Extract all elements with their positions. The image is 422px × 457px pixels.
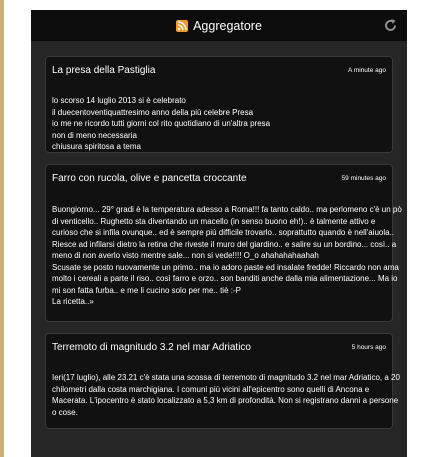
feed-item-line: meno di non averlo visto mentre sale... non si vede!!!! O_o ahahahahaahah	[52, 251, 319, 260]
feed-item-time: A minute ago	[348, 67, 386, 74]
feed-item-header	[46, 334, 392, 353]
feed-item-title[interactable]: La presa della Pastiglia	[52, 65, 156, 76]
feed-item-line: chiusura spiritosa a tema	[52, 142, 141, 151]
feed-item-line: Riesce ad infilarsi dietro la retina che riveste il muro del giardino.. e salire su un bordino... così.. a	[52, 239, 397, 249]
rss-feed-icon	[176, 20, 188, 32]
feed-item[interactable]	[45, 333, 400, 429]
aggregator-app	[31, 10, 407, 457]
app-header	[31, 10, 407, 41]
feed-item-line: di venticello.. Rughetto sta diventando un macello (in senso buono eh!).. è talmente attivo e	[52, 216, 376, 226]
feed-item[interactable]	[45, 164, 402, 322]
feed-item-body	[46, 76, 392, 161]
feed-item-line: lo scorso 14 luglio 2013 si è celebrato	[52, 96, 186, 105]
feed-item-line: io me ne ricordo tutti giorni col rito quotidiano di un'altra presa	[52, 119, 271, 128]
feed-item-line: o cose.	[52, 407, 78, 417]
feed-item-body	[46, 184, 402, 316]
feed-item-line: non di meno necessaria	[52, 130, 137, 140]
feed-item-line: curioso che si infila ovunque.. ed è sempre più difficile trovarlo.. soprattutto quando è nell'aiuola..	[52, 228, 395, 237]
app-title: Aggregatore	[193, 18, 262, 33]
feed-item-line: Macerata. L'ipocentro è stato localizzato a 5,3 km di profondità. Non si registrano danni a persone	[52, 396, 399, 405]
feed-item-line: Ieri(17 luglio), alle 23.21 c'è stata una scossa di terremoto di magnitudo 3.2 nel mar Adriatico, a 20	[52, 373, 400, 382]
feed-item-time: 59 minutes ago	[341, 175, 386, 182]
feed-item-header	[46, 57, 392, 76]
feed-item-line: Buongiorno... 29° gradi è la temperatura adesso a Roma!!! fa tanto caldo.. ma perlomeno c'è un pò	[52, 205, 402, 214]
feed-item-line: molto i cereali a parte il riso.. così farro e orzo.. son banditi anche dalla mia alimentazione... Ma io	[52, 274, 398, 283]
feed-item-line: chilometri dalla costa marchigiana. I comuni più vicini all'epicentro sono quelli di Ancona e	[52, 384, 370, 394]
feed-item-time: 5 hours ago	[351, 344, 386, 351]
page-side-strip	[0, 0, 4, 457]
feed-item-body	[46, 353, 400, 426]
feed-item-line: mi son fatta furba.. e me li cucino solo per me.. tiè :-P	[52, 285, 241, 295]
feed-item-header	[46, 165, 392, 184]
feed-item-line: Scusate se posto nuovamente un primo.. ma io adoro paste ed insalate fredde! Riccardo non ama	[52, 262, 399, 272]
feed-list	[31, 41, 407, 429]
feed-item[interactable]	[45, 56, 393, 153]
feed-item-title[interactable]: Farro con rucola, olive e pancetta croccante	[52, 173, 247, 184]
read-more-link[interactable]: La ricetta..»	[52, 297, 94, 306]
refresh-icon[interactable]	[383, 18, 398, 33]
feed-item-title[interactable]: Terremoto di magnitudo 3.2 nel mar Adriatico	[52, 342, 251, 353]
feed-item-line: il duecentoventiquattresimo anno della più celebre Presa	[52, 107, 254, 117]
